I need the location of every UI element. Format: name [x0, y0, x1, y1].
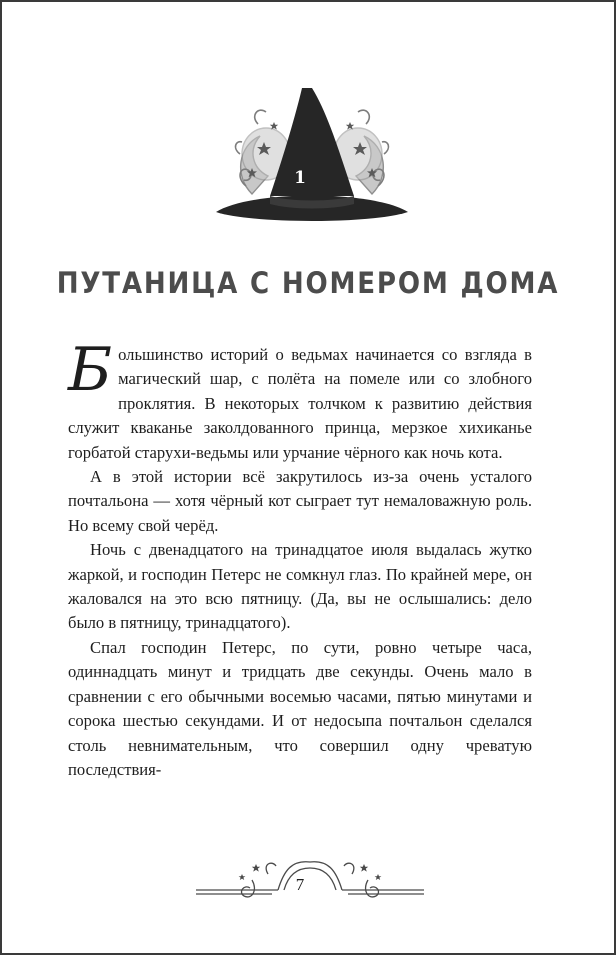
witch-hat-icon: [212, 84, 412, 226]
page-number: 7: [295, 875, 305, 894]
chapter-number: 1: [294, 168, 306, 188]
paragraph-1-text: ольшинство историй о ведьмах начинается со взгляда в магический шар, с полёта на помеле или со злобного проклятия. В некоторых толчком к развитию действия служит кваканье заколдованного принца, мерзкое хихиканье горбатой старухи-ведьмы или урчание чёрного как ночь кота.: [68, 345, 532, 462]
chapter-title: ПУТАНИЦА С НОМЕРОМ ДОМА: [56, 266, 560, 300]
paragraph-2: А в этой истории всё закрутилось из-за очень усталого почтальона — хотя чёрный кот сыграет тут немаловажную роль. Но всему свой черёд.: [68, 467, 532, 535]
drop-cap: Б: [68, 335, 113, 405]
chapter-body: [68, 335, 532, 782]
paragraph-3: Ночь с двенадцатого на тринадцатое июля выдалась жутко жаркой, и господин Петерс не сомкнул глаз. По крайней мере, он жаловался на это всю пятницу. (Да, вы не ослышались: дело было в пятницу, тринадцатого).: [68, 540, 532, 633]
paragraph-4: Спал господин Петерс, по сути, ровно четыре часа, одиннадцать минут и тридцать две секунды. Очень мало в сравнении с его обычными восемью часами, пятью минутами и сорока шестью секундами. И от недосыпа почтальон сделался столь невнимательным, что совершил одну чреватую последствия-: [68, 637, 532, 779]
paragraph-1: [68, 335, 532, 465]
